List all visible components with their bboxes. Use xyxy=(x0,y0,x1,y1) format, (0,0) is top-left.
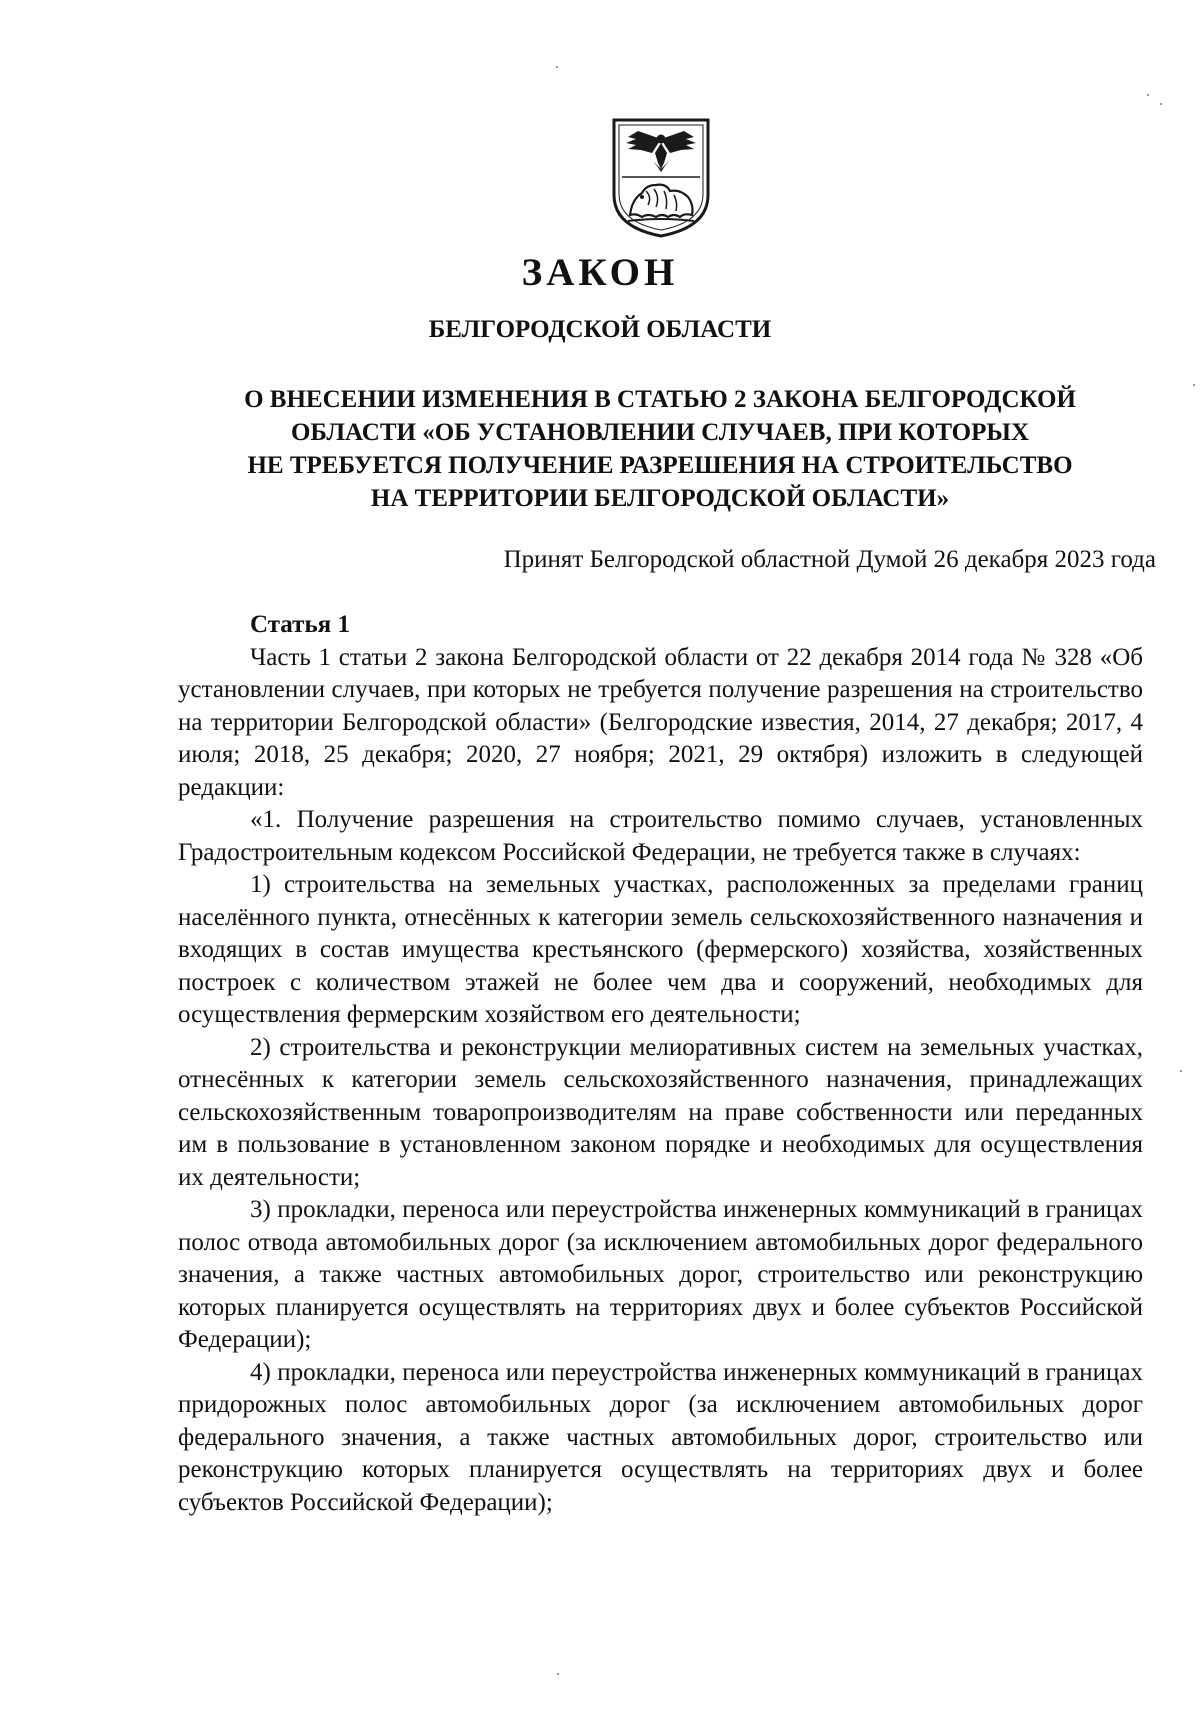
law-heading-line: ОБЛАСТИ «ОБ УСТАНОВЛЕНИИ СЛУЧАЕВ, ПРИ КОТОРЫХ xyxy=(290,419,1029,446)
article-heading: Статья 1 xyxy=(250,611,350,638)
adoption-note: Принят Белгородской областной Думой 26 декабря 2023 года xyxy=(503,546,1156,573)
law-body xyxy=(178,609,1143,1519)
law-heading-line: НЕ ТРЕБУЕТСЯ ПОЛУЧЕНИЕ РАЗРЕШЕНИЯ НА СТРОИТЕЛЬСТВО xyxy=(247,452,1073,479)
article-paragraph: «1. Получение разрешения на строительство помимо случаев, установленных Градостроительным кодексом Российской Федерации, не требуется также в случаях: xyxy=(178,806,1143,866)
law-title: ЗАКОН xyxy=(521,251,679,294)
scan-speck xyxy=(1147,94,1149,96)
article-paragraph: 4) прокладки, переноса или переустройства инженерных коммуникаций в границах придорожных полос автомобильных дорог (за исключением автомобильных дорог федерального значения, а также частных автомобильных дорог, строительство или реконструкцию которых планируется осуществлять на территориях двух и более субъектов Российской Федерации); xyxy=(178,1358,1143,1516)
law-region: БЕЛГОРОДСКОЙ ОБЛАСТИ xyxy=(428,316,772,343)
law-heading xyxy=(160,383,1160,515)
scan-speck xyxy=(556,66,558,68)
article-paragraph: 3) прокладки, переноса или переустройства инженерных коммуникаций в границах полос отвода автомобильных дорог (за исключением автомобильных дорог федерального значения, а также частных автомобильных дорог, строительство или реконструкцию которых планируется осуществлять на территориях двух и более субъектов Российской Федерации); xyxy=(178,1196,1143,1353)
scan-speck xyxy=(1180,1070,1182,1072)
law-heading-line: НА ТЕРРИТОРИИ БЕЛГОРОДСКОЙ ОБЛАСТИ» xyxy=(370,485,950,512)
article-paragraph: 1) строительства на земельных участках, расположенных за пределами границ населённого пункта, отнесённых к категории земель сельскохозяйственного назначения и входящих в состав имущества крестьянского (фермерского) хозяйства, хозяйственных построек с количеством этажей не более чем два и сооружений, необходимых для осуществления фермерским хозяйством его деятельности; xyxy=(178,871,1143,1028)
article-paragraph: 2) строительства и реконструкции мелиоративных систем на земельных участках, отнесённых к категории земель сельскохозяйственного назначения, принадлежащих сельскохозяйственным товаропроизводителям на праве собственности или переданных им в пользование в установленном законом порядке и необходимых для осуществления их деятельности; xyxy=(178,1033,1143,1191)
article-paragraph: Часть 1 статьи 2 закона Белгородской области от 22 декабря 2014 года № 328 «Об установлении случаев, при которых не требуется получение разрешения на строительство на территории Белгородской области» (Белгородские известия, 2014, 27 декабря; 2017, 4 июля; 2018, 25 декабря; 2020, 27 ноября; 2021, 29 октября) изложить в следующей редакции: xyxy=(178,643,1143,801)
scan-speck xyxy=(1160,103,1162,105)
coat-of-arms-emblem xyxy=(608,117,714,239)
scan-speck xyxy=(557,1673,559,1675)
scan-speck xyxy=(1193,384,1195,386)
law-heading-line: О ВНЕСЕНИИ ИЗМЕНЕНИЯ В СТАТЬЮ 2 ЗАКОНА БЕЛГОРОДСКОЙ xyxy=(244,386,1076,413)
